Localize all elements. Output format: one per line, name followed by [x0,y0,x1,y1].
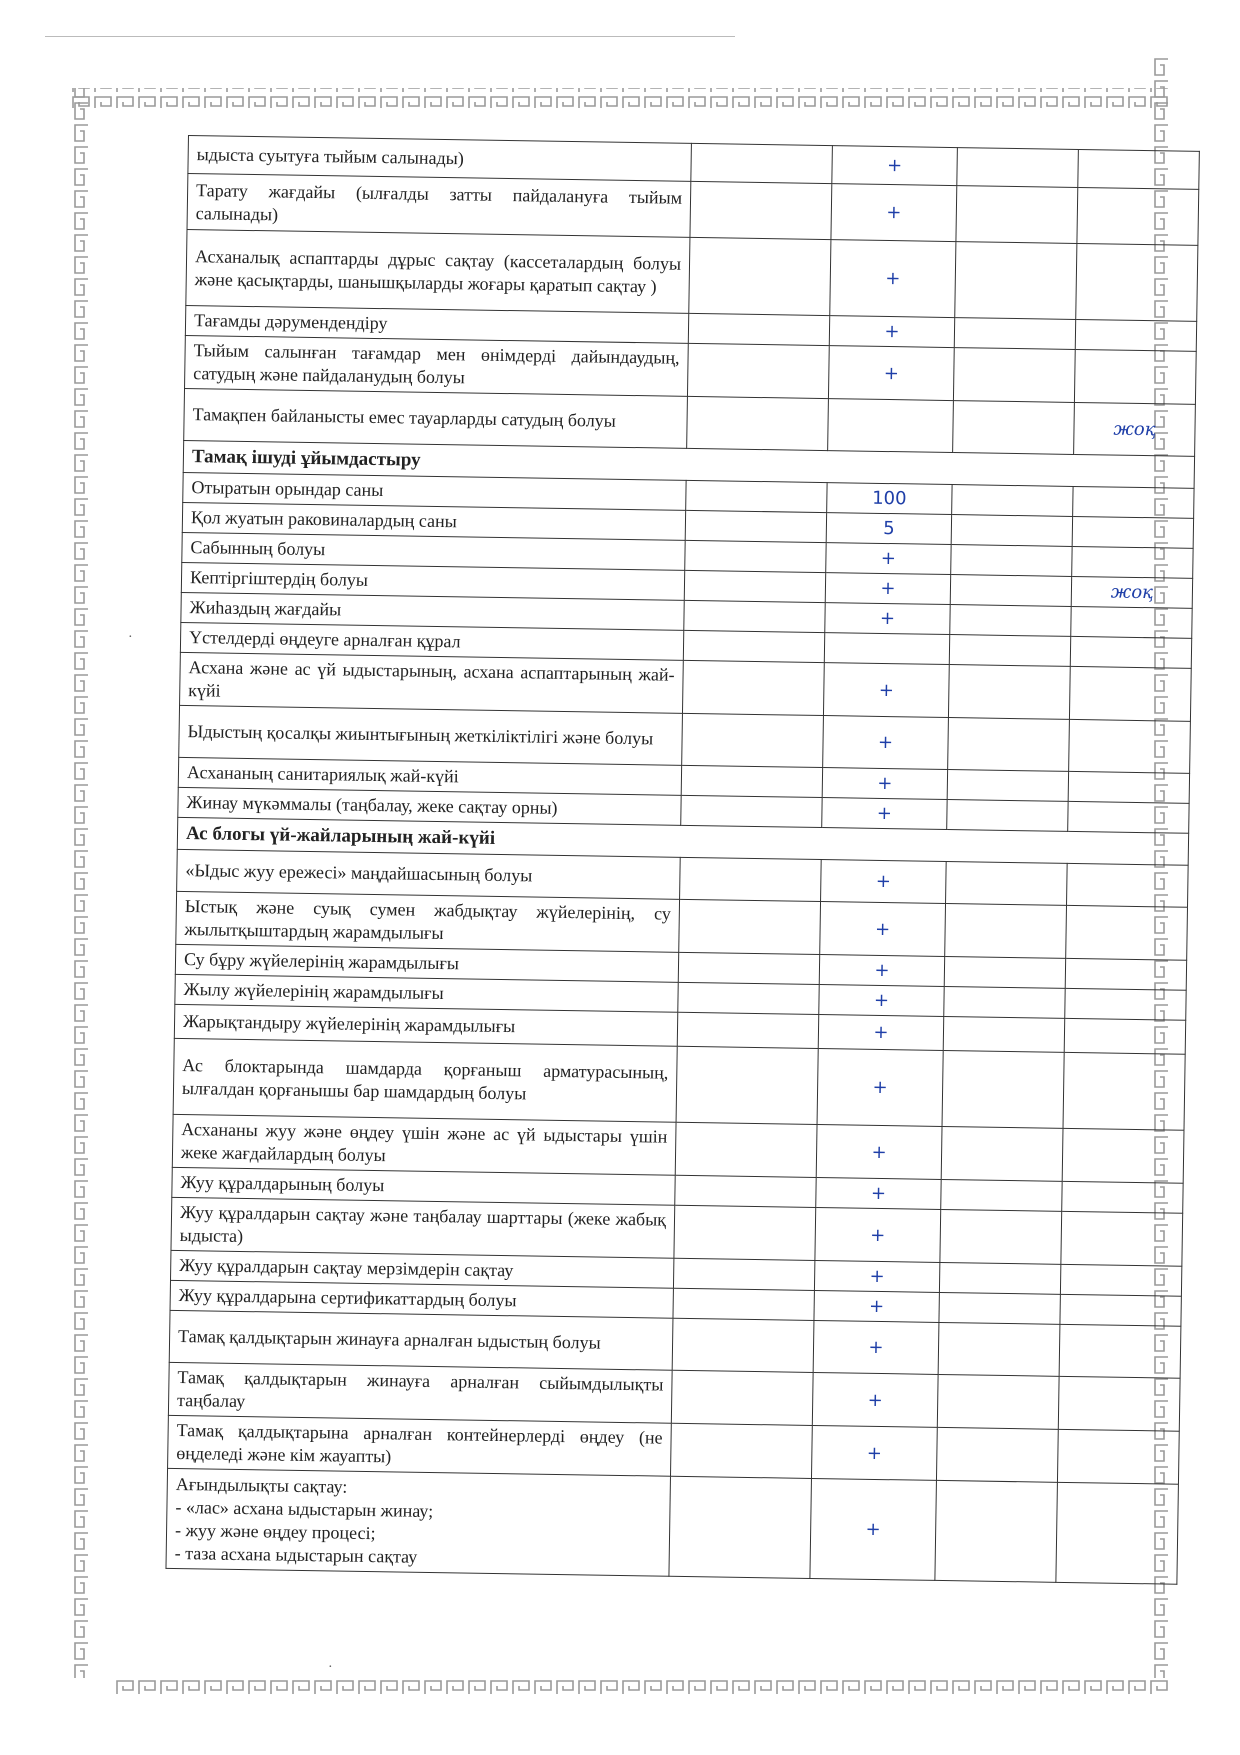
handwritten-note [1067,863,1189,907]
blank-cell [948,718,1070,772]
blank-cell [953,401,1075,455]
criterion-text: Сабынның болуы [182,532,685,570]
handwritten-mark: + [820,902,946,957]
blank-cell [951,515,1072,547]
blank-cell [686,480,827,512]
blank-cell [679,899,821,954]
handwritten-mark: + [831,184,957,242]
handwritten-note [1066,905,1188,960]
handwritten-note [1062,1128,1184,1183]
handwritten-note [1075,319,1196,351]
criterion-text: Тарату жағдайы (ылғалды затты пайдалануға тыйым салынады) [187,174,691,238]
blank-cell [690,181,832,239]
blank-cell [685,540,826,572]
criterion-text: Асханалық аспаптарды дұрыс сақтау (кассеталардың болуы және қасықтарды, шанышқыларды жоғары қаратып сақтау ) [186,229,690,313]
handwritten-note [1074,349,1196,404]
handwritten-mark: + [818,1015,944,1051]
blank-cell [937,1374,1059,1429]
blank-cell [941,1179,1062,1211]
criterion-text: Тыйым салынған тағамдар мен өнімдерді дайындаудың, сатудың және пайдаланудың болуы [185,335,689,396]
handwritten-note: жоқ [1074,402,1196,456]
handwritten-mark: + [810,1478,937,1580]
criterion-text: Асхананы жуу және өңдеу үшін және ас үй ыдыстары үшін жеке жағдайлардың болуы [172,1114,676,1175]
criterion-text: Тамақ қалдықтарына арналған контейнерлерді өңдеу (не өңделеді және кім жауапты) [168,1415,672,1476]
handwritten-note [1078,149,1200,189]
blank-cell [941,1126,1063,1181]
blank-cell [947,770,1068,802]
handwritten-mark: + [823,663,949,718]
handwritten-note [1061,1211,1183,1266]
criterion-text: Жуу құралдарына сертификаттардың болуы [170,1280,673,1318]
handwritten-mark: + [817,1049,943,1127]
blank-cell [688,313,829,345]
handwritten-mark: + [819,955,944,987]
blank-cell [936,1427,1058,1482]
criterion-text: Жинау мүкәммалы (таңбалау, жеке сақтау орны) [178,787,681,825]
criterion-text: «Ыдыс жуу ережесі» маңдайшасының болуы [177,849,681,899]
handwritten-mark: + [814,1290,939,1322]
blank-cell [677,1012,819,1048]
criterion-text: Асхананың санитариялық жай-күйі [178,757,681,795]
blank-cell [949,635,1070,667]
blank-cell [946,861,1068,905]
handwritten-note [1065,988,1186,1020]
handwritten-note [1060,1264,1181,1296]
handwritten-note [1068,771,1189,803]
criterion-text: Тамақ қалдықтарын жинауға арналған ыдыстың болуы [169,1310,673,1370]
handwritten-mark: + [814,1260,939,1292]
handwritten-note [1062,1181,1183,1213]
blank-cell [683,630,824,662]
handwritten-mark: + [822,768,947,800]
blank-cell [955,242,1077,320]
blank-cell [672,1318,814,1372]
blank-cell [674,1205,816,1260]
handwritten-note [1072,516,1193,548]
blank-cell [953,348,1075,403]
handwritten-mark: + [821,860,947,904]
blank-cell [691,143,833,183]
page-edge-line [45,36,735,37]
criterion-text: Ыстық және суық сумен жабдықтау жүйелерінің, су жылытқыштардың жарамдылығы [176,891,680,952]
blank-cell [947,800,1068,832]
handwritten-note [1070,636,1191,668]
criterion-text: Қол жуатын раковиналардың саны [182,502,685,540]
handwritten-mark: + [826,543,951,575]
blank-cell [673,1258,814,1290]
blank-cell [945,903,1067,958]
handwritten-mark: + [825,603,950,635]
criterion-text: Ас блоктарында шамдарда қорғаныш арматурасының, ылғалдан қорғанышы бар шамдардың болуы [173,1038,677,1122]
blank-cell [676,1046,818,1124]
blank-cell [939,1292,1060,1324]
blank-cell [682,713,824,767]
criterion-text: Кептіргіштердің болуы [181,562,684,600]
blank-cell [944,986,1065,1018]
page-speck: · [128,630,133,645]
blank-cell [940,1209,1062,1264]
handwritten-mark: 5 [826,513,951,545]
blank-cell [950,605,1071,637]
criterion-text: Тамақпен байланысты емес тауарларды сатудың болуы [184,388,688,448]
blank-cell [938,1322,1060,1376]
criterion-text: Ыдыстың қосалқы жиынтығының жеткіліктілігі және болуы [179,705,683,765]
blank-cell [684,600,825,632]
section-title: Ас блогы үй-жайларының жай-күйі [177,817,1188,865]
criterion-text: Тамақ қалдықтарын жинауға арналған сыйымдылықты таңбалау [168,1362,672,1423]
criterion-text: Ағындылықты сақтау: - «лас» асхана ыдыстарын жинау; - жуу және өңдеу процесі; - таза асхана ыдыстарын сақтау [166,1468,671,1576]
handwritten-note [1072,546,1193,578]
criterion-text: Жуу құралдарын сақтау мерзімдерін сақтау [171,1250,674,1288]
handwritten-mark: + [819,985,944,1017]
blank-cell [671,1370,813,1425]
criterion-text: Жарықтандыру жүйелерінің жарамдылығы [174,1004,677,1046]
handwritten-mark: + [812,1372,938,1427]
blank-cell [675,1175,816,1207]
handwritten-note [1077,187,1199,245]
checklist-table [165,135,1199,1585]
handwritten-note [1058,1376,1180,1431]
handwritten-mark: 100 [827,483,952,515]
criterion-text: Асхана және ас үй ыдыстарының, асхана аспаптарының жай-күйі [180,652,684,713]
handwritten-note [1069,719,1191,773]
blank-cell [682,660,824,715]
table-row [166,1468,1178,1584]
handwritten-mark [824,633,949,665]
handwritten-note [1064,1018,1186,1054]
blank-cell [675,1122,817,1177]
blank-cell [942,1050,1064,1128]
handwritten-note [1068,801,1189,833]
section-title: Тамақ ішуді ұйымдастыру [183,440,1194,488]
blank-cell [956,186,1078,244]
handwritten-note [1063,1052,1185,1130]
handwritten-mark: + [832,146,958,186]
handwritten-mark: + [830,240,956,318]
criterion-text: Жуу құралдарының болуы [172,1167,675,1205]
criterion-text: Отыратын орындар саны [183,472,686,510]
handwritten-note [1073,486,1194,518]
blank-cell [954,318,1075,350]
blank-cell [948,665,1070,720]
handwritten-mark: + [815,1207,941,1262]
handwritten-note [1069,666,1191,721]
handwritten-note [1071,606,1192,638]
criterion-text: Жуу құралдарын сақтау және таңбалау шарттары (жеке жабық ыдыста) [171,1197,675,1258]
blank-cell [957,148,1079,188]
handwritten-note [1057,1429,1179,1484]
handwritten-mark: + [829,316,954,348]
handwritten-note [1059,1324,1181,1378]
handwritten-mark: + [816,1125,942,1180]
handwritten-mark: + [822,798,947,830]
handwritten-mark: + [813,1320,939,1374]
handwritten-note [1076,243,1198,321]
blank-cell [678,952,819,984]
handwritten-note: жоқ [1071,576,1192,608]
handwritten-mark [828,399,954,453]
blank-cell [951,545,1072,577]
criterion-text: Су бұру жүйелерінің жарамдылығы [175,944,678,982]
blank-cell [673,1288,814,1320]
blank-cell [687,396,829,450]
blank-cell [681,765,822,797]
handwritten-mark: + [816,1177,941,1209]
checklist-table-wrapper [165,135,1189,1585]
criterion-text: Жылу жүйелерінің жарамдылығы [175,974,678,1012]
blank-cell [689,237,831,315]
handwritten-mark: + [828,346,954,401]
handwritten-note [1056,1482,1179,1584]
criterion-text: ыдыста суытуға тыйым салынады) [188,136,692,182]
blank-cell [680,857,822,901]
blank-cell [939,1262,1060,1294]
blank-cell [687,343,829,398]
blank-cell [950,575,1071,607]
blank-cell [684,570,825,602]
handwritten-mark: + [823,716,949,770]
blank-cell [669,1476,812,1578]
handwritten-mark: + [825,573,950,605]
blank-cell [935,1480,1058,1582]
handwritten-note [1065,958,1186,990]
page-speck: · [328,1660,333,1675]
blank-cell [952,485,1073,517]
criterion-text: Жиhаздың жағдайы [181,592,684,630]
handwritten-note [1060,1294,1181,1326]
blank-cell [685,510,826,542]
criterion-text: Тағамды дәрумендендіру [185,305,688,343]
blank-cell [678,982,819,1014]
blank-cell [943,1016,1065,1052]
handwritten-mark: + [811,1425,937,1480]
blank-cell [670,1423,812,1478]
blank-cell [944,956,1065,988]
criterion-text: Үстелдерді өңдеуге арналған құрал [180,622,683,660]
blank-cell [681,795,822,827]
